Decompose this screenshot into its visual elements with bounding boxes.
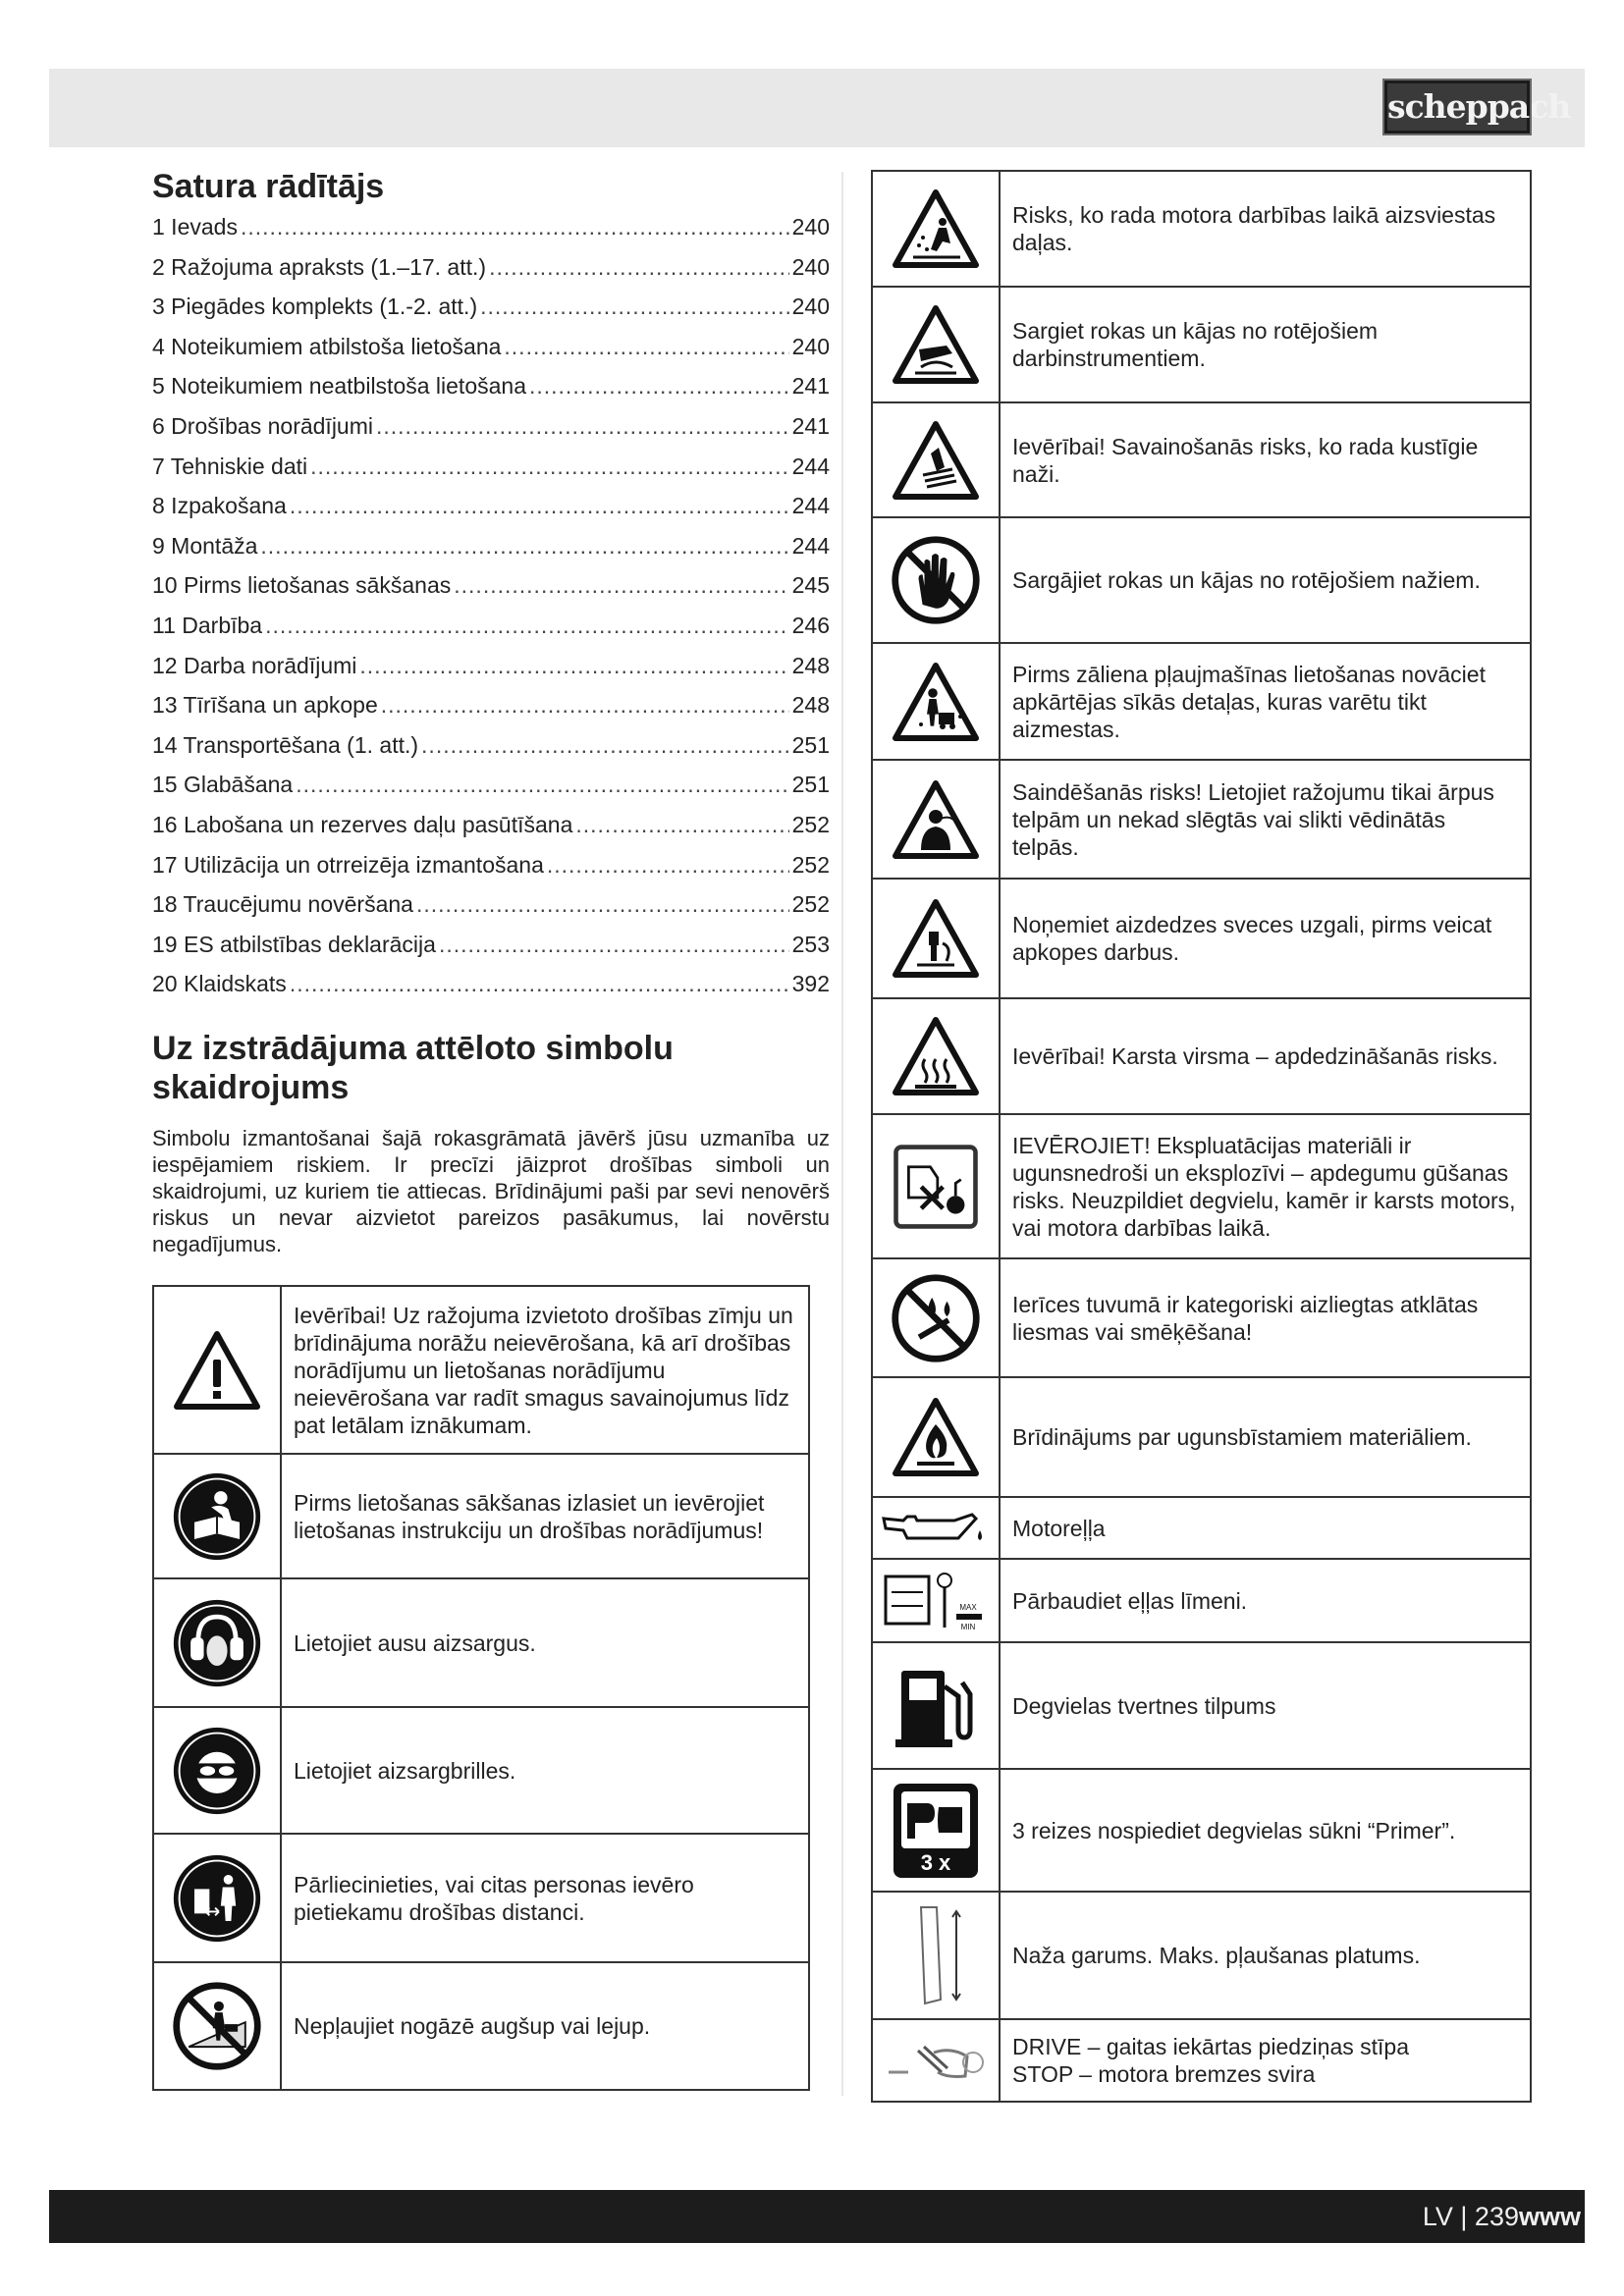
- toc-entry: [152, 413, 830, 454]
- fuel-pump-icon: [872, 1642, 1000, 1769]
- toc-entry: [152, 613, 830, 653]
- toc-entry-page: 240: [791, 294, 830, 320]
- toc-entry: [152, 294, 830, 334]
- toc-entry: [152, 334, 830, 374]
- symbol-row: [153, 1834, 809, 1962]
- toc-entry-title: 19 ES atbilstības deklarācija: [152, 931, 436, 957]
- toc-entry-page: 251: [791, 772, 830, 798]
- column-divider: [841, 172, 843, 2096]
- toc-leader-dots: [421, 732, 789, 759]
- symbol-row: [872, 1114, 1531, 1258]
- symbol-description: Ievērībai! Savainošanās risks, ko rada kustīgie naži.: [1000, 402, 1531, 517]
- primer-count-label: 3 x: [920, 1849, 951, 1875]
- toc-entry-title: 17 Utilizācija un otrreizēja izmantošana: [152, 851, 544, 878]
- symbol-description: 3 reizes nospiediet degvielas sūkni “Primer”.: [1000, 1769, 1531, 1892]
- general-warning-icon: [153, 1286, 281, 1454]
- toc-entry-title: 18 Traucējumu novēršana: [152, 891, 413, 918]
- symbol-description: Ievērībai! Karsta virsma – apdedzināšanās risks.: [1000, 998, 1531, 1114]
- toc-entry-title: 7 Tehniskie dati: [152, 453, 308, 479]
- toc-leader-dots: [359, 653, 788, 679]
- toc-entry: [152, 454, 830, 494]
- toc-entry: [152, 254, 830, 294]
- toc-entry: [152, 891, 830, 932]
- safety-goggles-icon: [153, 1707, 281, 1834]
- toc-entry-title: 1 Ievads: [152, 214, 238, 240]
- toc-entry-page: 244: [791, 532, 830, 559]
- symbol-row: [153, 1286, 809, 1454]
- toc-entry: [152, 772, 830, 812]
- toc-entry: [152, 932, 830, 972]
- toc-entry-title: 3 Piegādes komplekts (1.-2. att.): [152, 294, 478, 320]
- toc-entry: [152, 692, 830, 732]
- symbol-row: [872, 287, 1531, 402]
- page-number: LV | 239www: [1422, 2202, 1581, 2231]
- toc-leader-dots: [454, 572, 788, 599]
- symbol-description: Sargājiet rokas un kājas no rotējošiem nažiem.: [1000, 517, 1531, 643]
- toc-entry-page: 252: [791, 891, 830, 918]
- toc-entry-page: 252: [791, 851, 830, 878]
- symbols-intro: Simbolu izmantošanai šajā rokasgrāmatā jāvērš jūsu uzmanība uz iespējamiem riskiem. Ir precīzi jāizprot drošības simboli un skaidrojumi, uz kuriem tie attiecas. Brīdinājumi paši par sevi nenovērš riskus un nevar aizvietot pareizos pasākumus, lai novērstu negadījumus.: [152, 1125, 830, 1256]
- symbol-row: [872, 760, 1531, 879]
- symbol-description: Lietojiet ausu aizsargus.: [281, 1578, 809, 1707]
- symbols-table-left: [152, 1285, 810, 2091]
- toc-entry-title: 6 Drošības norādījumi: [152, 412, 373, 439]
- toc-entry: [152, 373, 830, 413]
- toc-entry-title: 16 Labošana un rezerves daļu pasūtīšana: [152, 811, 573, 837]
- flammable-warning-icon: [872, 1377, 1000, 1497]
- symbol-row: [872, 998, 1531, 1114]
- symbol-row: [872, 1258, 1531, 1377]
- flying-parts-warning-icon: [872, 171, 1000, 287]
- symbol-description: Brīdinājums par ugunsbīstamiem materiāliem.: [1000, 1377, 1531, 1497]
- toc-entry-title: 11 Darbība: [152, 612, 263, 638]
- symbol-row: [872, 171, 1531, 287]
- spark-plug-warning-icon: [872, 879, 1000, 998]
- symbol-description: Naža garums. Maks. pļaušanas platums.: [1000, 1892, 1531, 2019]
- toc-entry-title: 10 Pirms lietošanas sākšanas: [152, 572, 452, 599]
- hot-surface-warning-icon: [872, 998, 1000, 1114]
- toc-entry-page: 240: [791, 214, 830, 240]
- symbol-description: Pirms lietošanas sākšanas izlasiet un ievērojiet lietošanas instrukciju un drošības norādījumus!: [281, 1454, 809, 1578]
- toc-entry-title: 14 Transportēšana (1. att.): [152, 731, 419, 758]
- toc-entry-page: 244: [791, 493, 830, 519]
- oil-max-label: MAX: [959, 1602, 977, 1612]
- toc-entry: [152, 732, 830, 773]
- toc-leader-dots: [241, 214, 789, 240]
- symbol-description: Nepļaujiet nogāzē augšup vai lejup.: [281, 1962, 809, 2090]
- toc-leader-dots: [504, 334, 788, 360]
- header-band: [49, 69, 1585, 147]
- symbol-row: [872, 1769, 1531, 1892]
- toc-entry-page: 245: [791, 572, 830, 599]
- toc-leader-dots: [439, 932, 789, 958]
- symbol-row: [153, 1707, 809, 1834]
- symbol-row: [153, 1962, 809, 2090]
- symbol-description: Ierīces tuvumā ir kategoriski aizliegtas atklātas liesmas vai smēķēšana!: [1000, 1258, 1531, 1377]
- symbol-row: [872, 1497, 1531, 1559]
- no-open-flame-icon: [872, 1258, 1000, 1377]
- no-slope-mowing-icon: [153, 1962, 281, 2090]
- debris-warning-icon: [872, 643, 1000, 760]
- toc-entry-title: 20 Klaidskats: [152, 971, 287, 997]
- symbol-description: Degvielas tvertnes tilpums: [1000, 1642, 1531, 1769]
- toc-leader-dots: [290, 493, 789, 519]
- symbol-row: [153, 1578, 809, 1707]
- symbol-description: Pārliecinieties, vai citas personas ievēro pietiekamu drošības distanci.: [281, 1834, 809, 1962]
- symbol-row: [872, 2019, 1531, 2102]
- toc-entry-page: 240: [791, 253, 830, 280]
- symbol-description: DRIVE – gaitas iekārtas piedziņas stīpa STOP – motora bremzes svira: [1000, 2019, 1531, 2102]
- toc-leader-dots: [265, 613, 789, 639]
- toc-entry-page: 251: [791, 731, 830, 758]
- symbol-description: Pārbaudiet eļļas līmeni.: [1000, 1559, 1531, 1642]
- symbol-row: [872, 1377, 1531, 1497]
- toc-entry: [152, 533, 830, 573]
- toc-title: Satura rādītājs: [152, 168, 385, 205]
- toc-entry-page: 244: [791, 453, 830, 479]
- toc-entry-page: 248: [791, 652, 830, 678]
- oil-min-label: MIN: [960, 1622, 976, 1631]
- symbol-row: [153, 1454, 809, 1578]
- symbol-row: [872, 1892, 1531, 2019]
- toc-entry: [152, 493, 830, 533]
- toc-leader-dots: [489, 254, 789, 281]
- table-of-contents: [152, 214, 830, 1011]
- symbols-heading: Uz izstrādājuma attēloto simbolu skaidrojums: [152, 1029, 674, 1106]
- toc-entry-title: 4 Noteikumiem atbilstoša lietošana: [152, 333, 502, 359]
- toc-entry-title: 12 Darba norādījumi: [152, 652, 357, 678]
- toc-leader-dots: [480, 294, 789, 320]
- toc-entry: [152, 812, 830, 852]
- toc-leader-dots: [381, 692, 789, 719]
- symbol-description: Saindēšanās risks! Lietojiet ražojumu tikai ārpus telpām un nekad slēgtās vai slikti vēdinātās telpās.: [1000, 760, 1531, 879]
- motor-oil-icon: [872, 1497, 1000, 1559]
- symbol-description: Ievērībai! Uz ražojuma izvietoto drošības zīmju un brīdinājuma norāžu neievērošana, kā arī drošības norādījumu un lietošanas norādījumu neievērošana var radīt smagus savainojumus līdz pat letālam iznākumam.: [281, 1286, 809, 1454]
- ear-protection-icon: [153, 1578, 281, 1707]
- toc-entry: [152, 572, 830, 613]
- rotating-tools-warning-icon: [872, 287, 1000, 402]
- toc-entry-page: 252: [791, 811, 830, 837]
- oil-level-icon: [872, 1559, 1000, 1642]
- toc-entry-title: 9 Montāža: [152, 532, 258, 559]
- symbol-row: [872, 1559, 1531, 1642]
- primer-icon: [872, 1769, 1000, 1892]
- symbol-description: IEVĒROJIET! Ekspluatācijas materiāli ir ugunsnedroši un eksplozīvi – apdegumu gūšanas risks. Neuzpildiet degvielu, kamēr ir karsts motors, vai motora darbības laikā.: [1000, 1114, 1531, 1258]
- toc-entry: [152, 852, 830, 892]
- toc-leader-dots: [260, 533, 788, 560]
- toc-entry-page: 241: [791, 373, 830, 400]
- toc-leader-dots: [296, 772, 788, 798]
- no-hand-icon: [872, 517, 1000, 643]
- toc-entry-page: 392: [791, 971, 830, 997]
- toc-leader-dots: [310, 454, 789, 480]
- toc-entry-page: 248: [791, 692, 830, 719]
- symbol-row: [872, 517, 1531, 643]
- toc-entry: [152, 971, 830, 1011]
- toc-entry-page: 240: [791, 333, 830, 359]
- toc-entry-page: 241: [791, 412, 830, 439]
- toc-entry-title: 13 Tīrīšana un apkope: [152, 692, 378, 719]
- toc-leader-dots: [529, 373, 789, 400]
- safety-distance-icon: [153, 1834, 281, 1962]
- toc-leader-dots: [416, 891, 789, 918]
- moving-blades-warning-icon: [872, 402, 1000, 517]
- blade-length-icon: [872, 1892, 1000, 2019]
- toc-entry-title: 5 Noteikumiem neatbilstoša lietošana: [152, 373, 526, 400]
- symbol-description: Noņemiet aizdedzes sveces uzgali, pirms veicat apkopes darbus.: [1000, 879, 1531, 998]
- toc-leader-dots: [290, 971, 789, 997]
- toc-entry: [152, 214, 830, 254]
- toc-entry: [152, 653, 830, 693]
- toc-entry-title: 2 Ražojuma apraksts (1.–17. att.): [152, 253, 487, 280]
- toc-leader-dots: [575, 812, 788, 838]
- toc-leader-dots: [547, 852, 789, 879]
- toc-entry-page: 253: [791, 931, 830, 957]
- symbol-description: Lietojiet aizsargbrilles.: [281, 1707, 809, 1834]
- toc-entry-title: 15 Glabāšana: [152, 772, 294, 798]
- symbol-description: Risks, ko rada motora darbības laikā aizsviestas daļas.: [1000, 171, 1531, 287]
- read-manual-icon: [153, 1454, 281, 1578]
- toc-entry-title: 8 Izpakošana: [152, 493, 287, 519]
- drive-stop-lever-icon: [872, 2019, 1000, 2102]
- symbol-description: Motoreļļa: [1000, 1497, 1531, 1559]
- symbol-row: [872, 643, 1531, 760]
- left-column: [152, 167, 830, 1257]
- brand-logo: scheppach: [1384, 80, 1530, 133]
- symbol-description: Sargiet rokas un kājas no rotējošiem darbinstrumentiem.: [1000, 287, 1531, 402]
- poisoning-warning-icon: [872, 760, 1000, 879]
- symbol-row: [872, 879, 1531, 998]
- footer-bar: [49, 2190, 1585, 2243]
- toc-leader-dots: [376, 413, 789, 440]
- symbol-description: Pirms zāliena pļaujmašīnas lietošanas novāciet apkārtējas sīkās detaļas, kuras varētu tikt aizmestas.: [1000, 643, 1531, 760]
- fuel-hazard-icon: [872, 1114, 1000, 1258]
- symbol-row: [872, 402, 1531, 517]
- toc-entry-page: 246: [791, 612, 830, 638]
- symbol-row: [872, 1642, 1531, 1769]
- symbols-table-right: [871, 170, 1532, 2103]
